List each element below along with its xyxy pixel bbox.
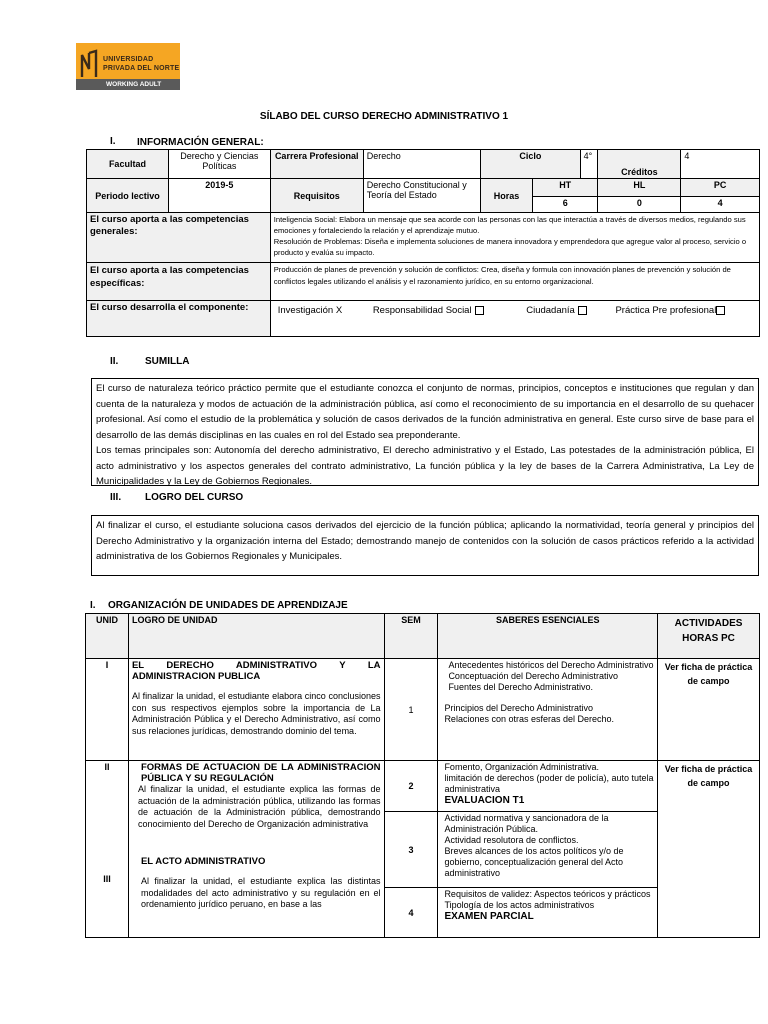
- unit-2-logro: Al finalizar la unidad, el estudiante explica las formas de actuación de la administración pública, utilizando las formas de actuación de la Administración pública, demostrando conocimiento del Derecho de Organización administrativa: [137, 784, 381, 829]
- unit-2-title: FORMAS DE ACTUACION DE LA ADMINISTRACION PÚBLICA Y SU REGULACIÓN: [140, 762, 381, 784]
- week-1-item-1: Antecedentes históricos del Derecho Administrativo: [448, 660, 654, 670]
- week-2: 2: [384, 761, 438, 812]
- requisitos-value: Derecho Constitucional y Teoría del Estado: [363, 179, 480, 213]
- section-4-number: I.: [90, 600, 96, 611]
- header-saberes: SABERES ESENCIALES: [438, 614, 658, 659]
- creditos-value: 4: [681, 150, 760, 179]
- section-1-title: INFORMACIÓN GENERAL:: [137, 137, 264, 148]
- week-1-item-4: Principios del Derecho Administrativo: [444, 703, 594, 713]
- section-2-title: SUMILLA: [145, 356, 190, 367]
- unit-1-title: EL DERECHO ADMINISTRATIVO Y LA ADMINISTRACION PUBLICA: [131, 660, 381, 682]
- facultad-value: Derecho y Ciencias Políticas: [168, 150, 270, 179]
- sumilla-temas: Los temas principales son: Autonomía del derecho administrativo, El derecho administrativo y el Estado, Las potestades de la administración pública, El acto administrativo y los aspectos generales del contrato administrativo, La función pública y la ley de bases de la Carrera Administrativa, La Ley de Municipalidades y la Ley de Gobiernos Regionales.: [96, 445, 754, 487]
- logo-mark-icon: [80, 49, 98, 79]
- facultad-label: Facultad: [87, 150, 169, 179]
- competencias-generales-label: El curso aporta a las competencias generales:: [87, 213, 271, 263]
- header-sem: SEM: [384, 614, 438, 659]
- ciclo-label: Ciclo: [481, 150, 581, 179]
- section-1-number: I.: [110, 136, 116, 147]
- requisitos-label: Requisitos: [270, 179, 363, 213]
- week-4-item-3: EXAMEN PARCIAL: [444, 911, 534, 922]
- week-3-item-2: Actividad resolutora de conflictos.: [444, 835, 579, 845]
- ciclo-value: 4°: [580, 150, 598, 179]
- competencias-especificas-label: El curso aporta a las competencias específicas:: [87, 263, 271, 301]
- section-4-title: ORGANIZACIÓN DE UNIDADES DE APRENDIZAJE: [108, 600, 348, 611]
- ht-value: 6: [533, 197, 598, 213]
- week-4-item-2: Tipología de los actos administrativos: [444, 900, 595, 910]
- week-2-item-2: limitación de derechos (poder de policía), auto tutela administrativa: [444, 773, 654, 794]
- unit-3-logro: Al finalizar la unidad, el estudiante explica las distintas modalidades del acto administrativo y su regulación en el ordenamiento jurídico peruano, en base a las: [140, 876, 381, 909]
- unit-3-number: III: [103, 874, 111, 884]
- section-3-title: LOGRO DEL CURSO: [145, 492, 244, 503]
- pc-value: 4: [681, 197, 760, 213]
- week-1: 1: [384, 659, 438, 761]
- section-2-number: II.: [110, 356, 119, 367]
- document-title: SÍLABO DEL CURSO DERECHO ADMINISTRATIVO 1: [259, 111, 509, 122]
- periodo-value: 2019-5: [168, 179, 270, 213]
- units-table: [85, 613, 760, 938]
- week-1-item-3: Fuentes del Derecho Administrativo.: [448, 682, 594, 692]
- logro-box: [91, 515, 759, 576]
- sumilla-text: El curso de naturaleza teórico práctico permite que el estudiante conozca el conjunto de normas, principios, conceptos e instituciones que regulan y dan cuenta de la naturaleza y modos de actuación de la administración pública, así como el reconocimiento de su importancia en el desarrollo de su quehacer profesional. Así como el estudio de la problemática y solución de casos derivados de la función administrativa en general. Este curso sirve de base para el desarrollo de las demás disciplinas en las cuales en rol del Estado sea preponderante.: [96, 383, 754, 441]
- header-logro: LOGRO DE UNIDAD: [128, 614, 384, 659]
- week-2-item-3: EVALUACION T1: [444, 795, 525, 806]
- carrera-value: Derecho: [363, 150, 480, 179]
- creditos-label: Créditos: [598, 150, 681, 179]
- competencia-resolucion-problemas: Resolución de Problemas: Diseña e implementa soluciones de manera innovadora y emprendedora que agregue valor al proceso, servicio o producto y evalúa su impacto.: [273, 237, 747, 257]
- hl-value: 0: [598, 197, 681, 213]
- general-info-table: [86, 149, 760, 337]
- competencias-especificas-value: Producción de planes de prevención y solución de conflictos: Crea, diseña y formula con innovación planes de prevención y solución de conflictos legales utilizando el análisis y el razonamiento jurídico, en su entorno organizacional.: [270, 263, 759, 301]
- checkbox-responsabilidad-social[interactable]: [475, 306, 484, 315]
- week-1-item-5: Relaciones con otras esferas del Derecho.: [444, 714, 615, 724]
- header-unid: UNID: [86, 614, 129, 659]
- week-4: 4: [384, 888, 438, 938]
- week-3-item-3: Breves alcances de los actos políticos y/o de gobierno, conceptualización general del Acto administrativo: [444, 846, 624, 878]
- week-1-item-2: Conceptuación del Derecho Administrativo: [448, 671, 619, 681]
- hl-label: HL: [598, 179, 681, 197]
- carrera-label: Carrera Profesional: [270, 150, 363, 179]
- horas-label: Horas: [481, 179, 533, 213]
- week-3: 3: [384, 812, 438, 888]
- section-3-number: III.: [110, 492, 122, 503]
- unit-1-activity: Ver ficha de práctica de campo: [658, 659, 760, 761]
- unit-2-activity: Ver ficha de práctica de campo: [658, 761, 760, 938]
- componente-practica: Práctica Pre profesional: [615, 305, 717, 316]
- componente-investigacion: Investigación: [277, 305, 334, 316]
- componente-investigacion-mark: X: [335, 305, 343, 316]
- componente-responsabilidad-social: Responsabilidad Social: [372, 305, 472, 316]
- week-2-item-1: Fomento, Organización Administrativa.: [444, 762, 600, 772]
- logo-line-1: UNIVERSIDAD: [103, 56, 154, 63]
- componente-label: El curso desarrolla el componente:: [87, 301, 271, 337]
- unit-2-number: II: [104, 762, 110, 772]
- checkbox-practica[interactable]: [716, 306, 725, 315]
- unit-1-number: I: [86, 659, 129, 761]
- header-actividades: ACTIVIDADES HORAS PC: [658, 614, 760, 659]
- logo-subtitle: WORKING ADULT: [76, 79, 180, 90]
- logo-line-2: PRIVADA DEL NORTE: [103, 65, 180, 72]
- sumilla-box: [91, 378, 759, 486]
- logro-text: Al finalizar el curso, el estudiante soluciona casos derivados del ejercicio de la función pública; aplicando la normatividad, teoría general y principios del Derecho Administrativo y la organización interna del Estado; demostrando manejo de contenidos con la solución de casos prácticos referido a la actividad administrativa de los Gobiernos Regionales y Municipales.: [96, 520, 754, 562]
- componente-ciudadania: Ciudadanía: [526, 305, 575, 316]
- pc-label: PC: [681, 179, 760, 197]
- university-logo: [76, 43, 180, 90]
- ht-label: HT: [533, 179, 598, 197]
- week-3-item-1: Actividad normativa y sancionadora de la Administración Pública.: [444, 813, 609, 834]
- unit-3-title: EL ACTO ADMINISTRATIVO: [140, 856, 266, 867]
- competencia-inteligencia-social: Inteligencia Social: Elabora un mensaje que sea acorde con las personas con las que interactúa a través de diversos medios, regulando sus emociones y fortaleciendo la relación y el aprendizaje mutuo.: [273, 215, 746, 235]
- periodo-label: Periodo lectivo: [87, 179, 169, 213]
- checkbox-ciudadania[interactable]: [578, 306, 587, 315]
- week-4-item-1: Requisitos de validez: Aspectos teóricos y prácticos: [444, 889, 651, 899]
- unit-1-logro: Al finalizar la unidad, el estudiante elabora cinco conclusiones con sus respectivos ejemplos sobre la importancia de La Administración Pública y el Derecho Administrativo, así como sus relaciones jurídicas, demostrando dominio del tema.: [131, 691, 381, 736]
